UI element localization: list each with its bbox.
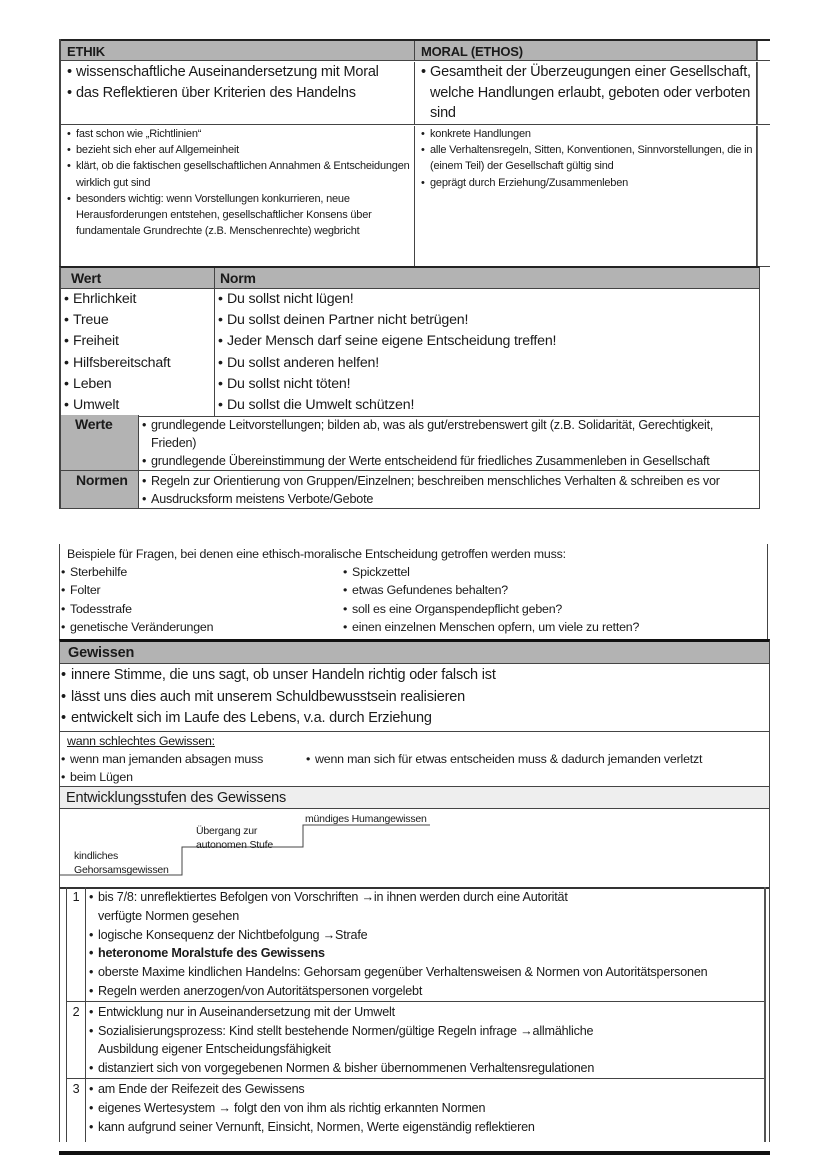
list-item: • geprägt durch Erziehung/Zusammenleben xyxy=(421,175,756,191)
stages-table xyxy=(59,887,770,1142)
examples-left-list xyxy=(60,563,343,636)
list-item: • kann aufgrund seiner Vernunft, Einsicht, Normen, Werte eigenständig reflektieren xyxy=(89,1118,764,1137)
definitions-table xyxy=(59,415,760,509)
step2-label-line1: Übergang zur xyxy=(196,824,258,837)
norm-item: • Du sollst deinen Partner nicht betrügen! xyxy=(218,310,759,331)
norm-item: • Du sollst nicht lügen! xyxy=(218,289,759,310)
list-item: • genetische Veränderungen xyxy=(61,618,343,636)
list-item-bold: • heteronome Moralstufe des Gewissens xyxy=(89,944,764,963)
list-item: • Ausdrucksform meistens Verbote/Gebote xyxy=(142,490,753,508)
table-gutter xyxy=(757,41,770,60)
ethik-header: ETHIK xyxy=(61,41,415,60)
item-text: Sozialisierungsprozess: Kind stellt bestehende Normen/gültige Regeln infrage →allmähliche xyxy=(98,1023,594,1038)
stage-row xyxy=(67,887,764,1002)
wert-norm-table xyxy=(59,266,760,417)
norm-header: Norm xyxy=(220,270,256,286)
stage-number: 3 xyxy=(67,1079,86,1142)
wert-item: • Freiheit xyxy=(64,331,214,352)
wert-item: • Umwelt xyxy=(64,395,214,416)
list-item: • oberste Maxime kindlichen Handelns: Gehorsam gegenüber Verhaltensweisen & Normen von Autoritätspersonen xyxy=(89,963,764,982)
list-item: • soll es eine Organspendepflicht geben? xyxy=(343,600,767,618)
list-item: • am Ende der Reifezeit des Gewissens xyxy=(89,1080,764,1099)
list-item: • distanziert sich von vorgegebenen Normen & bisher übernommenen Verhaltensregulationen xyxy=(89,1059,764,1078)
table-gutter xyxy=(757,62,770,124)
norm-item: • Du sollst die Umwelt schützen! xyxy=(218,395,759,416)
list-item: • bezieht sich eher auf Allgemeinheit xyxy=(67,142,414,158)
list-item: • besonders wichtig: wenn Vorstellungen konkurrieren, neue Herausforderungen entstehen, gesellschaftlicher Konsens über fundamentale Grundrechte (z.B. Menschenrechte) wegbricht xyxy=(67,191,414,240)
list-item: • Regeln werden anerzogen/von Autoritätspersonen vorgelebt xyxy=(89,982,764,1001)
ethik-main-list xyxy=(67,62,414,103)
wert-norm-body xyxy=(61,289,759,417)
list-item: • grundlegende Übereinstimmung der Werte entscheidend für friedliches Zusammenleben in Gesellschaft xyxy=(142,452,753,470)
bad-conscience-section xyxy=(60,732,769,787)
list-item: • entwickelt sich im Laufe des Lebens, v.a. durch Erziehung xyxy=(61,708,769,730)
ethik-main-cell xyxy=(61,62,415,124)
stage-row xyxy=(67,1002,764,1079)
bad-conscience-columns xyxy=(60,750,769,786)
bad-conscience-left xyxy=(60,750,306,786)
moral-details-cell xyxy=(415,126,757,266)
ethik-moral-main-row xyxy=(61,61,770,125)
stage-number: 2 xyxy=(67,1002,86,1078)
step3-label: mündiges Humangewissen xyxy=(305,812,427,825)
normen-list xyxy=(142,472,753,508)
list-item: • klärt, ob die faktischen gesellschaftlichen Annahmen & Entscheidungen wirklich gut sind xyxy=(67,158,414,190)
stage-items xyxy=(86,1002,764,1078)
list-item xyxy=(89,1022,764,1060)
ethik-details-cell xyxy=(61,126,415,266)
normen-label: Normen xyxy=(61,471,139,508)
examples-section xyxy=(59,544,768,639)
bad-conscience-label: wann schlechtes Gewissen: xyxy=(67,733,215,748)
werte-list xyxy=(142,416,753,470)
norm-list xyxy=(218,289,759,416)
list-item: • Folter xyxy=(61,581,343,599)
list-item: • grundlegende Leitvorstellungen; bilden ab, was als gut/erstrebenswert gilt (z.B. Solidarität, Gerechtigkeit, Frieden) xyxy=(142,416,753,452)
normen-row xyxy=(61,471,759,509)
wert-list xyxy=(64,289,214,416)
list-item: • innere Stimme, die uns sagt, ob unser Handeln richtig oder falsch ist xyxy=(61,665,769,687)
list-item: • lässt uns dies auch mit unserem Schuldbewusstsein realisieren xyxy=(61,687,769,709)
list-item: • fast schon wie „Richtlinien“ xyxy=(67,126,414,142)
list-item: • konkrete Handlungen xyxy=(421,126,756,142)
step1-label-line2: Gehorsamsgewissen xyxy=(74,863,169,876)
gewissen-list xyxy=(61,665,769,730)
stages-staircase-diagram xyxy=(60,809,769,889)
stage-items xyxy=(86,1079,764,1142)
table-gutter xyxy=(757,126,770,266)
item-text-continued: verfügte Normen gesehen xyxy=(98,908,240,923)
item-text: bis 7/8: unreflektiertes Befolgen von Vorschriften →in ihnen werden durch eine Autorität xyxy=(98,890,568,904)
list-item: • eigenes Wertesystem → folgt den von ihm als richtig erkannten Normen xyxy=(89,1099,764,1118)
bad-conscience-right xyxy=(306,750,769,786)
norm-column xyxy=(215,289,759,416)
bottom-border xyxy=(59,1151,770,1155)
list-item: • Sterbehilfe xyxy=(61,563,343,581)
norm-item: • Du sollst nicht töten! xyxy=(218,374,759,395)
stage-row xyxy=(67,1079,764,1142)
werte-label: Werte xyxy=(61,415,139,470)
wert-item: • Leben xyxy=(64,374,214,395)
item-text-continued: Ausbildung eigener Entscheidungsfähigkeit xyxy=(98,1042,331,1057)
list-item: • Todesstrafe xyxy=(61,600,343,618)
examples-title: Beispiele für Fragen, bei denen eine ethisch-moralische Entscheidung getroffen werden muss: xyxy=(67,547,566,561)
ethik-details-list xyxy=(67,126,414,239)
norm-item: • Du sollst anderen helfen! xyxy=(218,353,759,374)
list-item: • Regeln zur Orientierung von Gruppen/Einzelnen; beschreiben menschliches Verhalten & schreiben es vor xyxy=(142,472,753,490)
examples-columns xyxy=(60,563,767,636)
moral-header: MORAL (ETHOS) xyxy=(415,41,757,60)
gewissen-body xyxy=(60,664,769,732)
gewissen-header: Gewissen xyxy=(60,642,769,664)
list-item: • einen einzelnen Menschen opfern, um viele zu retten? xyxy=(343,618,767,636)
list-item: • Spickzettel xyxy=(343,563,767,581)
stages-table-inner xyxy=(66,887,766,1142)
stage-number: 1 xyxy=(67,887,86,1001)
ethik-moral-table xyxy=(59,39,770,267)
wert-column xyxy=(61,289,215,416)
normen-text xyxy=(139,471,759,508)
ethik-moral-details-row xyxy=(61,125,770,267)
list-item: • Entwicklung nur in Auseinandersetzung mit der Umwelt xyxy=(89,1003,764,1022)
list-item: • wissenschaftliche Auseinandersetzung mit Moral xyxy=(67,62,414,83)
wert-header: Wert xyxy=(61,268,215,288)
ethik-moral-header-row xyxy=(61,39,770,61)
moral-main-cell xyxy=(415,62,757,124)
list-item: • wenn man sich für etwas entscheiden muss & dadurch jemanden verletzt xyxy=(306,750,769,768)
list-item: • logische Konsequenz der Nichtbefolgung →Strafe xyxy=(89,926,764,945)
examples-right-list xyxy=(343,563,767,636)
list-item: • beim Lügen xyxy=(61,768,306,786)
gewissen-section xyxy=(59,639,770,889)
step2-label-line2: autonomen Stufe xyxy=(196,838,273,851)
norm-item: • Jeder Mensch darf seine eigene Entscheidung treffen! xyxy=(218,331,759,352)
list-item: • etwas Gefundenes behalten? xyxy=(343,581,767,599)
wert-item: • Ehrlichkeit xyxy=(64,289,214,310)
wert-item: • Treue xyxy=(64,310,214,331)
list-item: • das Reflektieren über Kriterien des Handelns xyxy=(67,83,414,104)
stages-header: Entwicklungsstufen des Gewissens xyxy=(60,787,769,809)
stage-items xyxy=(86,887,764,1001)
werte-row xyxy=(61,415,759,471)
list-item: • alle Verhaltensregeln, Sitten, Konventionen, Sinnvorstellungen, die in (einem Teil) der Gesellschaft gültig sind xyxy=(421,142,756,174)
step1-label-line1: kindliches xyxy=(74,849,119,862)
wert-item: • Hilfsbereitschaft xyxy=(64,353,214,374)
list-item: • wenn man jemanden absagen muss xyxy=(61,750,306,768)
wert-norm-header-row xyxy=(61,268,759,289)
werte-text xyxy=(139,415,759,470)
moral-details-list xyxy=(421,126,756,191)
moral-main-list xyxy=(421,62,756,124)
list-item: • Gesamtheit der Überzeugungen einer Gesellschaft, welche Handlungen erlaubt, geboten oder verboten sind xyxy=(421,62,756,124)
list-item xyxy=(89,888,764,926)
